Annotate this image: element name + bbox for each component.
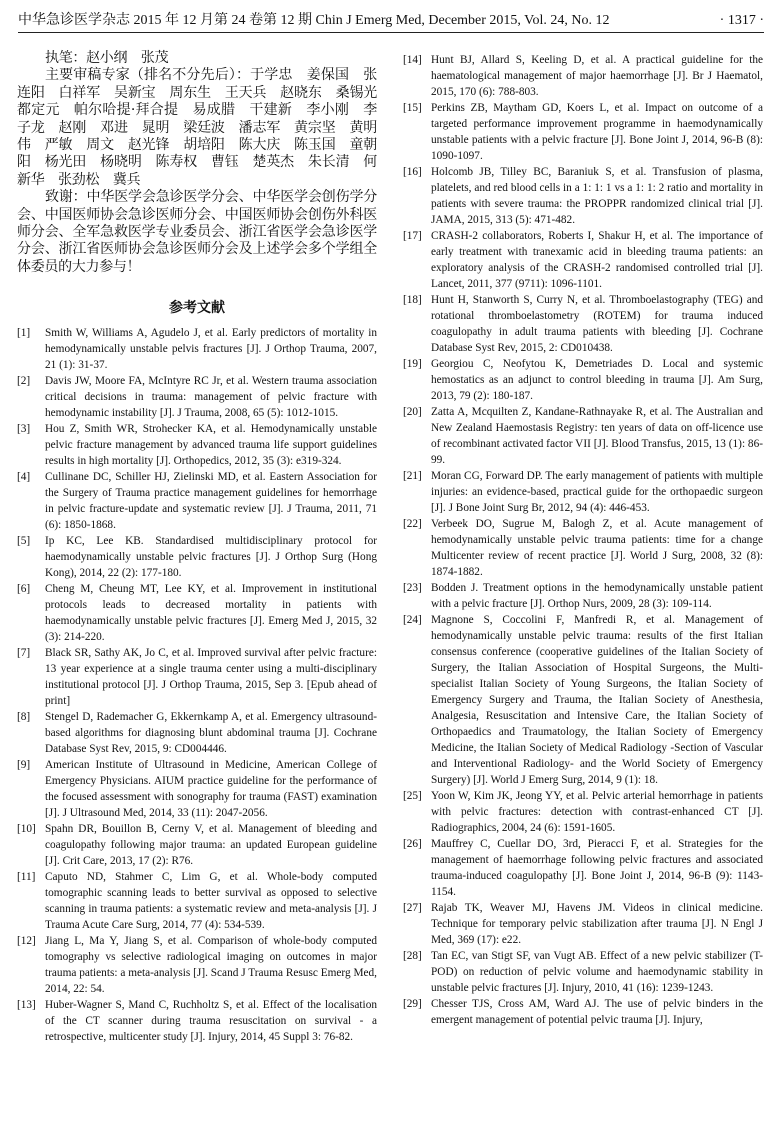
reference-number: [26] [403,838,422,850]
reference-item [17,645,377,709]
reference-text: Mauffrey C, Cuellar DO, 3rd, Pieracci F, et al. Strategies for the management of haemorrhage following pelvic fractures and associated trauma-induced coagulopathy [J]. Bone Joint J, 2014, 96-B (9): 1143-1154. [431,838,763,898]
reference-item [403,836,763,900]
reference-number: [6] [17,583,31,596]
reference-item [17,997,377,1045]
reference-item [17,533,377,581]
reference-number: [4] [17,471,31,484]
reference-text: Tan EC, van Stigt SF, van Vugt AB. Effect of a new pelvic stabilizer (T-POD) on reduction of pelvic volume and haemodynamic stability in unstable pelvic fractures [J]. Injury, 2010, 41 (16): 1239-1243. [431,950,763,994]
reference-text: CRASH-2 collaborators, Roberts I, Shakur H, et al. The importance of early treatment with tranexamic acid in bleeding trauma patients: an exploratory analysis of the CRASH-2 randomised controlled trial [J]. Lancet, 2011, 377 (9711): 1096-1101. [431,230,763,290]
reference-text: Hunt BJ, Allard S, Keeling D, et al. A practical guideline for the haematological management of major haemorrhage [J]. Br J Haematol, 2015, 170 (6): 788-803. [431,54,763,98]
reference-number: [1] [17,327,31,340]
acknowledgement-paragraph: 致谢：中华医学会急诊医学分会、中华医学会创伤学分会、中国医师协会急诊医师分会、中国医师协会创伤外科医师分会、全军急救医学专业委员会、浙江省医学会急诊医学分会、浙江省医师协会急诊医师分会及上述学会多个学组全体委员的大力参与！ [17,189,377,275]
reviewers-paragraph: 主要审稿专家（排名不分先后）：于学忠 姜保国 张连阳 白祥军 吴新宝 周东生 王天兵 赵晓东 桑锡光 都定元 帕尔哈提·拜合提 易成腊 干建新 李小刚 李子龙 赵刚 邓进 晁明 梁廷波 潘志军 黄宗坚 黄明伟 严敏 周文 赵光锋 胡培阳 陈大庆 陈玉国 童朝阳 杨光田 杨晓明 陈寿权 曹钰 楚英杰 朱长清 何新华 张劲松 冀兵 [17,67,391,188]
reference-text: Cullinane DC, Schiller HJ, Zielinski MD, et al. Eastern Association for the Surgery of Trauma practice management guidelines for hemorrhage in pelvic fracture-update and systematic review [J]. J Trauma, 2011, 71 (6): 1850-1868. [45,471,377,532]
reference-item [403,900,763,948]
reference-number: [21] [403,470,422,482]
reference-number: [28] [403,950,422,962]
reference-item [403,404,763,468]
reference-number: [19] [403,358,422,370]
reference-list-right [403,52,763,1028]
reference-number: [24] [403,614,422,626]
reference-number: [9] [17,759,31,772]
reference-item [403,516,763,580]
reference-text: Perkins ZB, Maytham GD, Koers L, et al. Impact on outcome of a targeted performance improvement programme in haemodynamically unstable patients with a pelvic fracture [J]. Bone Joint J, 2014, 96-B (8): 1090-1097. [431,102,763,162]
reference-text: Verbeek DO, Sugrue M, Balogh Z, et al. Acute management of hemodynamically unstable pelvic trauma patients: time for a change Multicenter review of recent practice [J]. World J Surg, 2008, 32 (8): 1874-1882. [431,518,763,578]
reference-text: Hou Z, Smith WR, Strohecker KA, et al. Hemodynamically unstable pelvic fracture management by advanced trauma life support guidelines results in high mortality [J]. Orthopedics, 2012, 35 (3): e319-324. [45,423,377,468]
right-column [403,52,763,1028]
reference-item [17,373,377,421]
reference-number: [17] [403,230,422,242]
reference-number: [27] [403,902,422,914]
reference-item [403,228,763,292]
reference-item [17,469,377,533]
reference-text: Holcomb JB, Tilley BC, Baraniuk S, et al. Transfusion of plasma, platelets, and red blood cells in a 1: 1: 1 vs a 1: 1: 2 ratio and mortality in patients with severe trauma: the PROPPR randomized clinical trial [J]. JAMA, 2015, 313 (5): 471-482. [431,166,763,226]
reference-text: Zatta A, Mcquilten Z, Kandane-Rathnayake R, et al. The Australian and New Zealand Haemostasis Registry: ten years of data on off-licence use of recombinant activated factor VII [J]. Blood Transfus, 2015, 13 (1): 86-99. [431,406,763,466]
reference-text: Yoon W, Kim JK, Jeong YY, et al. Pelvic arterial hemorrhage in patients with pelvic fractures: detection with contrast-enhanced CT [J]. Radiographics, 2004, 24 (6): 1591-1605. [431,790,763,834]
reference-number: [3] [17,423,31,436]
reference-item [403,948,763,996]
reference-number: [7] [17,647,31,660]
reference-item [17,421,377,469]
reference-text: Ip KC, Lee KB. Standardised multidisciplinary protocol for haemodynamically unstable pelvic fractures [J]. J Orthop Surg (Hong Kong), 2014, 22 (2): 177-180. [45,535,377,580]
reference-number: [15] [403,102,422,114]
reference-text: Stengel D, Rademacher G, Ekkernkamp A, et al. Emergency ultrasound-based algorithms for diagnosing blunt abdominal trauma [J]. Cochrane Database Syst Rev, 2015, 9: CD004446. [45,711,377,756]
reference-item [403,788,763,836]
reference-item [17,325,377,373]
left-column [17,50,391,1045]
reference-list-left [17,325,377,1045]
reference-number: [13] [17,999,36,1012]
author-line: 执笔：赵小纲 张茂 [45,50,169,66]
reference-number: [29] [403,998,422,1010]
reference-text: Rajab TK, Weaver MJ, Havens JM. Videos in clinical medicine. Technique for temporary pelvic stabilization after trauma [J]. N Engl J Med, 369 (17): e22. [431,902,763,946]
reference-text: Black SR, Sathy AK, Jo C, et al. Improved survival after pelvic fracture: 13 year experience at a single trauma center using a multi-disciplinary institutional protocol [J]. J Orthop Trauma, 2015, Sep 3. [Epub ahead of print] [45,647,377,708]
running-header [18,10,764,33]
reference-item [17,757,377,821]
reference-item [403,612,763,788]
reference-text: Hunt H, Stanworth S, Curry N, et al. Thromboelastography (TEG) and rotational thromboelastometry (ROTEM) for trauma induced coagulopathy in adult trauma patients with bleeding [J]. Cochrane Database Syst Rev, 2015, 2: CD010438. [431,294,763,354]
reference-item [403,468,763,516]
reference-text: Huber-Wagner S, Mand C, Ruchholtz S, et al. Effect of the localisation of the CT scanner during trauma resuscitation on survival - a retrospective, multicenter study [J]. Injury, 2014, 45 Suppl 3: 76-82. [45,999,377,1044]
reference-number: [8] [17,711,31,724]
reference-number: [12] [17,935,36,948]
page-number: · 1317 · [719,13,764,28]
journal-citation: 中华急诊医学杂志 2015 年 12 月第 24 卷第 12 期 Chin J Emerg Med, December 2015, Vol. 24, No. 12 [18,13,610,28]
reference-item [403,100,763,164]
reference-item [403,292,763,356]
reference-item [403,356,763,404]
reference-number: [22] [403,518,422,530]
reference-text: American Institute of Ultrasound in Medicine, American College of Emergency Physicians. AIUM practice guideline for the performance of the focused assessment with sonography for trauma (FAST) examination [J]. J Ultrasound Med, 2014, 33 (11): 2047-2056. [45,759,377,820]
reference-text: Davis JW, Moore FA, McIntyre RC Jr, et al. Western trauma association critical decisions in trauma: management of pelvic fracture with hemodynamic instability [J]. J Trauma, 2008, 65 (5): 1012-1015. [45,375,377,420]
reference-text: Jiang L, Ma Y, Jiang S, et al. Comparison of whole-body computed tomography vs selective radiological imaging on outcomes in major trauma patients: a meta-analysis [J]. Scand J Trauma Resusc Emerg Med, 2014, 22: 54. [45,935,377,996]
reference-text: Magnone S, Coccolini F, Manfredi R, et al. Management of hemodynamically unstable pelvic trauma: results of the first Italian consensus conference (cooperative guidelines of the Italian Society of Surgery, the Italian Association of Hospital Surgeons, the Multi-specialist Italian Society of Young Surgeons, the Italian Society of Emergency Surgery and Trauma, the Italian Society of Anesthesia, Analgesia, Resuscitation and Intensive Care, the Italian Society of Orthopaedics and Traumatology, the Italian Society of Emergency Medicine, the Italian Society of Medical Radiology -Section of Vascular and Interventional Radiology- and the World Society of Emergency Surgery) [J]. World J Emerg Surg, 2014, 9 (1): 18. [431,614,763,786]
reference-number: [14] [403,54,422,66]
reference-number: [18] [403,294,422,306]
references-heading: 参考文献 [169,300,225,317]
reference-text: Bodden J. Treatment options in the hemodynamically unstable patient with a pelvic fracture [J]. Orthop Nurs, 2009, 28 (3): 109-114. [431,582,763,610]
reference-number: [2] [17,375,31,388]
reference-text: Moran CG, Forward DP. The early management of patients with multiple injuries: an evidence-based, practical guide for the orthopaedic surgeon [J]. J Bone Joint Surg Br, 2012, 94 (4): 446-453. [431,470,763,514]
reference-text: Cheng M, Cheung MT, Lee KY, et al. Improvement in institutional protocols leads to decreased mortality in patients with haemodynamically unstable pelvic fractures [J]. Emerg Med J, 2015, 32 (3): 214-220. [45,583,377,644]
reference-number: [23] [403,582,422,594]
reference-text: Smith W, Williams A, Agudelo J, et al. Early predictors of mortality in hemodynamically unstable pelvis fractures [J]. J Orthop Trauma, 2007, 21 (1): 31-37. [45,327,377,372]
reference-item [403,996,763,1028]
reference-item [17,869,377,933]
reference-item [17,933,377,997]
reference-text: Chesser TJS, Cross AM, Ward AJ. The use of pelvic binders in the emergent management of potential pelvic trauma [J]. Injury, [431,998,763,1026]
reference-item [17,581,377,645]
reference-item [17,709,377,757]
reference-item [403,164,763,228]
reference-item [403,580,763,612]
reference-number: [20] [403,406,422,418]
reference-number: [5] [17,535,31,548]
reference-number: [16] [403,166,422,178]
reference-item [403,52,763,100]
reference-number: [10] [17,823,36,836]
reference-text: Georgiou C, Neofytou K, Demetriades D. Local and systemic hemostatics as an adjunct to control bleeding in trauma [J]. Am Surg, 2013, 79 (2): 180-187. [431,358,763,402]
reference-number: [25] [403,790,422,802]
reference-item [17,821,377,869]
reference-text: Spahn DR, Bouillon B, Cerny V, et al. Management of bleeding and coagulopathy following major trauma: an updated European guideline [J]. Crit Care, 2013, 17 (2): R76. [45,823,377,868]
reference-text: Caputo ND, Stahmer C, Lim G, et al. Whole-body computed tomographic scanning leads to better survival as opposed to selective scanning in trauma patients: a systematic review and meta-analysis [J]. J Trauma Acute Care Surg, 2014, 77 (4): 534-539. [45,871,377,932]
reference-number: [11] [17,871,36,884]
